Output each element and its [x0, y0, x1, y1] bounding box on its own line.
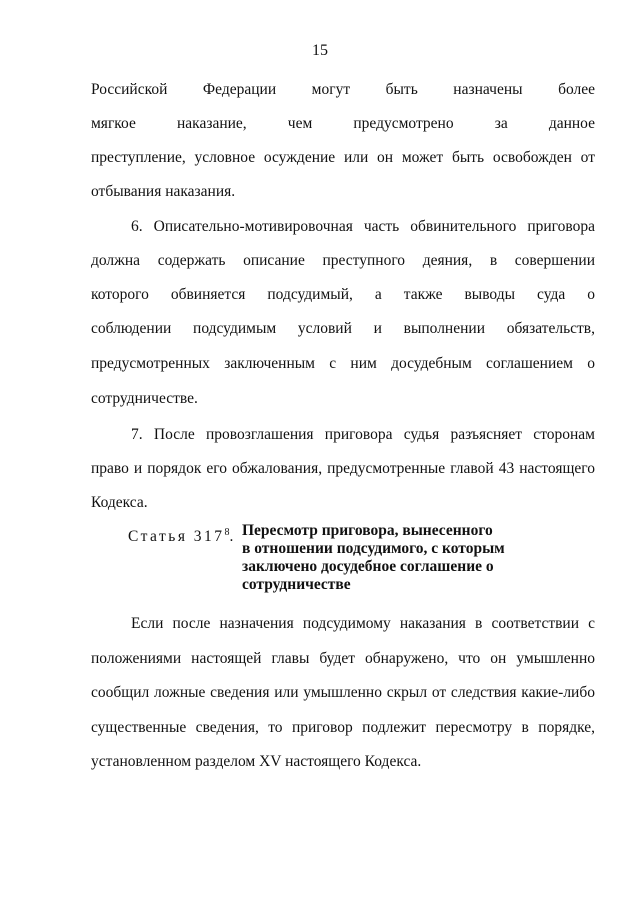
text-line: мягкое наказание, чем предусмотрено за данное: [91, 115, 595, 132]
text-line: преступление, условное осуждение или он может быть освобожден от: [91, 149, 595, 166]
text-line: Российской Федерации могут быть назначены более: [91, 81, 595, 98]
text-line: Кодекса.: [91, 494, 148, 511]
article-title-line: Пересмотр приговора, вынесенного: [242, 522, 493, 539]
article-number-superscript: 8: [224, 527, 230, 538]
text-line: 6. Описательно-мотивировочная часть обвинительного приговора: [131, 218, 595, 235]
text-line: должна содержать описание преступного деяния, в совершении: [91, 252, 595, 269]
text-line: сообщил ложные сведения или умышленно скрыл от следствия какие-либо: [91, 684, 595, 701]
text-line: отбывания наказания.: [91, 183, 236, 200]
text-line: 7. После провозглашения приговора судья разъясняет сторонам: [131, 426, 595, 443]
article-label: [128, 528, 236, 546]
article-title: [242, 522, 542, 594]
text-line: предусмотренных заключенным с ним досудебным соглашением о: [91, 355, 595, 372]
text-line: сотрудничестве.: [91, 390, 198, 407]
article-label-suffix: .: [229, 528, 236, 545]
text-line: положениями настоящей главы будет обнаружено, что он умышленно: [91, 650, 595, 667]
text-line: которого обвиняется подсудимый, а также выводы суда о: [91, 286, 595, 303]
article-title-line: сотрудничестве: [242, 576, 351, 593]
text-line: Если после назначения подсудимому наказания в соответствии с: [131, 615, 595, 632]
article-title-line: заключено досудебное соглашение о: [242, 558, 494, 575]
text-line: существенные сведения, то приговор подлежит пересмотру в порядке,: [91, 719, 595, 736]
text-line: право и порядок его обжалования, предусмотренные главой 43 настоящего: [91, 460, 595, 477]
page-number: 15: [312, 42, 328, 59]
article-label-text: Статья 317: [128, 528, 225, 545]
article-title-line: в отношении подсудимого, с которым: [242, 540, 505, 557]
text-line: соблюдении подсудимым условий и выполнении обязательств,: [91, 320, 595, 337]
text-line: установленном разделом XV настоящего Кодекса.: [91, 753, 422, 770]
